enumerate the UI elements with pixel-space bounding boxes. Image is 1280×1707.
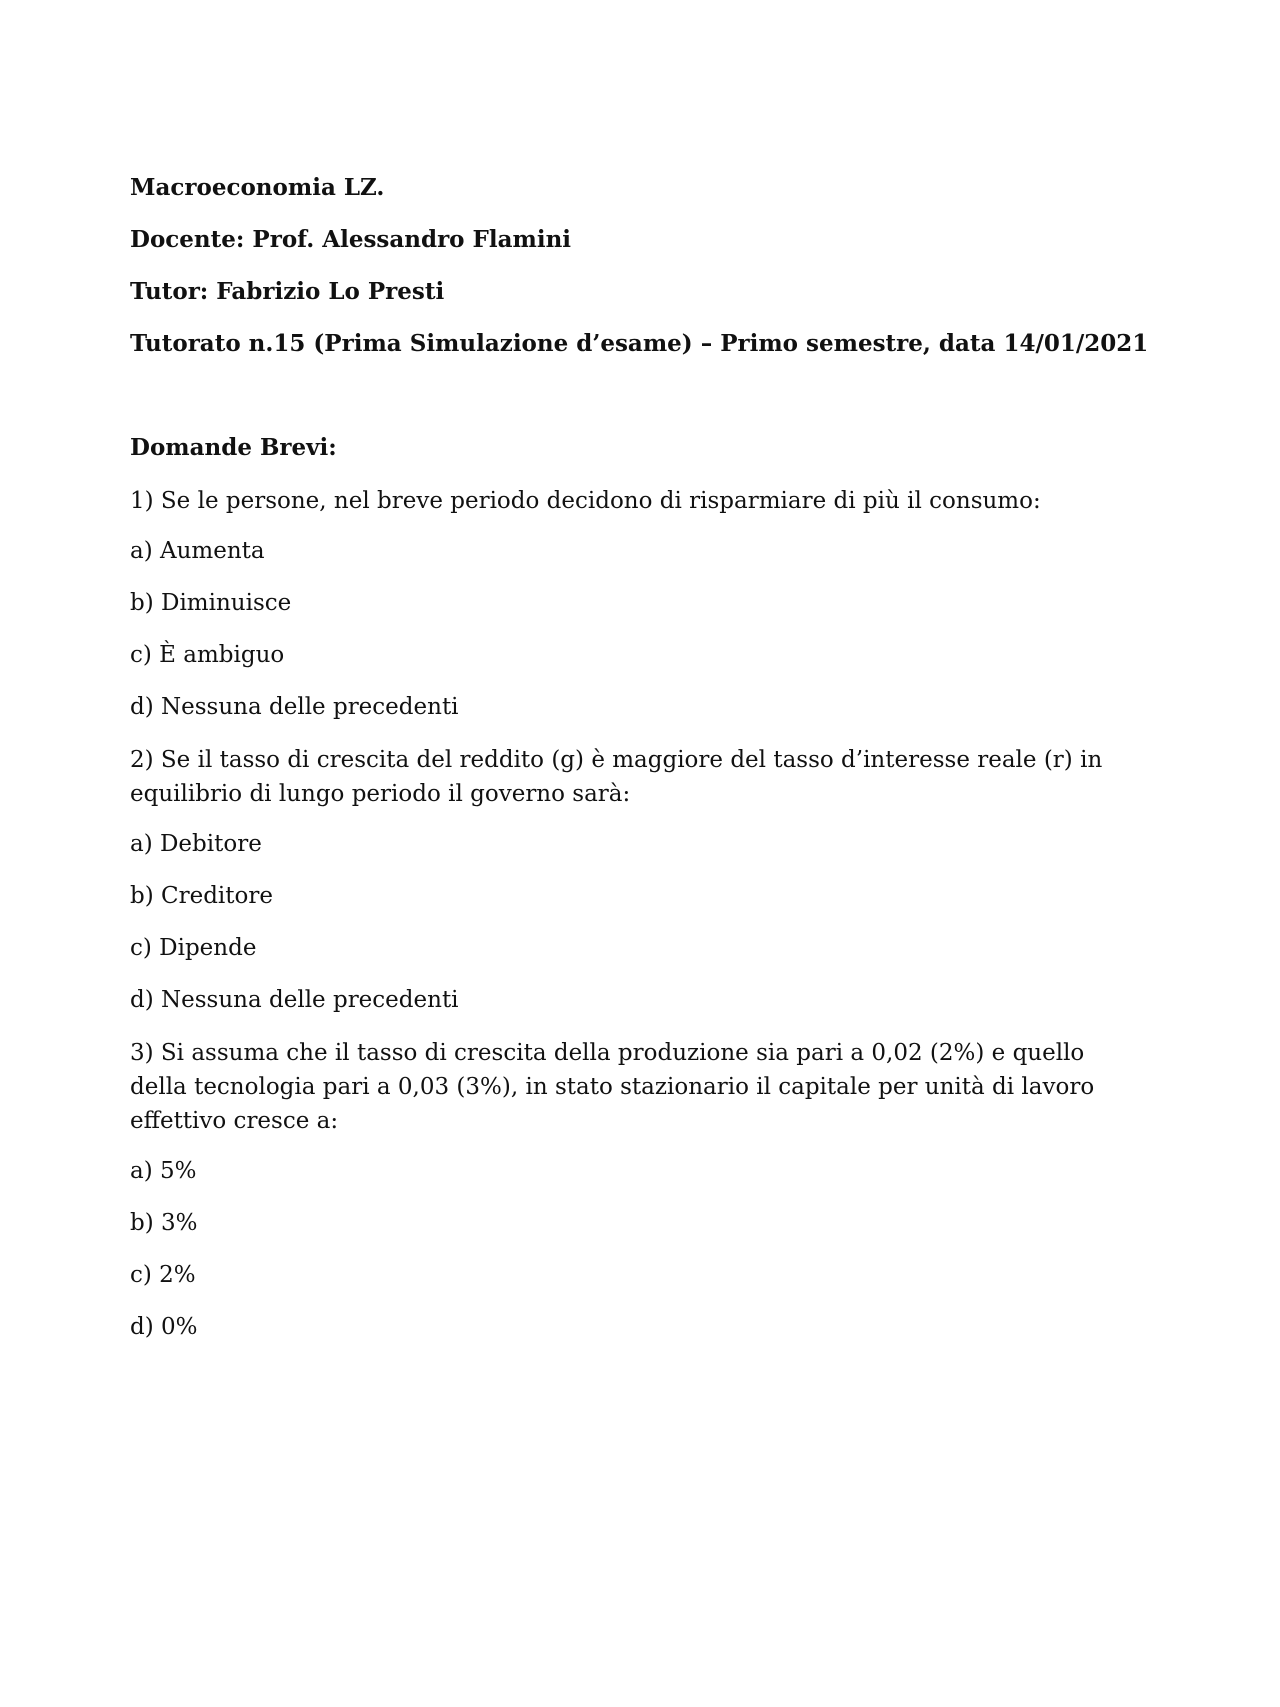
answer-option: c) 2% (130, 1262, 196, 1288)
question-block-1 (130, 484, 1130, 723)
answer-option: c) È ambiguo (130, 642, 285, 668)
answer-option: a) Debitore (130, 831, 262, 857)
answer-option: a) Aumenta (130, 538, 265, 564)
question-text: 3) Si assuma che il tasso di crescita della produzione sia pari a 0,02 (2%) e quello della tecnologia pari a 0,03 (3%), in stato stazionario il capitale per unità di lavoro effettivo cresce a: (130, 1040, 1095, 1134)
answer-option: b) Diminuisce (130, 590, 292, 616)
answer-option: b) 3% (130, 1210, 198, 1236)
section-title: Domande Brevi: (130, 434, 337, 461)
course-title: Macroeconomia LZ. (130, 174, 385, 201)
teacher-line: Docente: Prof. Alessandro Flamini (130, 226, 572, 253)
answer-option: a) 5% (130, 1158, 197, 1184)
question-text: 2) Se il tasso di crescita del reddito (g) è maggiore del tasso d’interesse reale (r) in equilibrio di lungo periodo il governo sarà: (130, 747, 1103, 807)
answer-option: d) Nessuna delle precedenti (130, 987, 459, 1013)
question-text: 1) Se le persone, nel breve periodo decidono di risparmiare di più il consumo: (130, 488, 1041, 514)
answer-option: d) 0% (130, 1314, 198, 1340)
tutor-line: Tutor: Fabrizio Lo Presti (130, 278, 445, 305)
answer-option: d) Nessuna delle precedenti (130, 694, 459, 720)
document-content (130, 172, 1149, 1363)
answer-option: b) Creditore (130, 883, 273, 909)
question-block-2 (130, 743, 1130, 1016)
answer-option: c) Dipende (130, 935, 257, 961)
session-line: Tutorato n.15 (Prima Simulazione d’esame) – Primo semestre, data 14/01/2021 (130, 330, 1149, 357)
question-block-3 (130, 1036, 1130, 1343)
